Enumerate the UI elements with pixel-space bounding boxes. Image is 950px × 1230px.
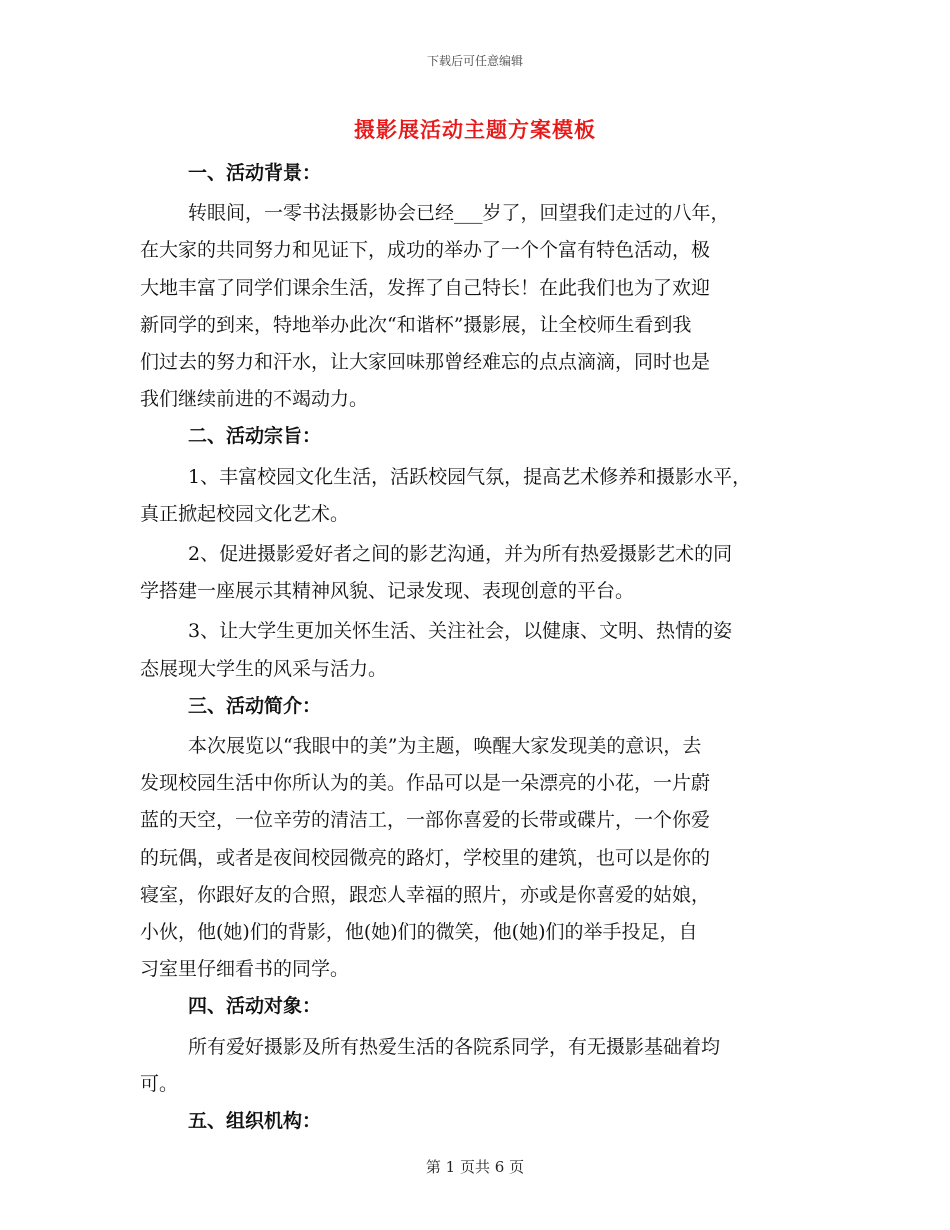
paragraph-line: 我们继续前进的不竭动力。 [140, 388, 369, 411]
paragraph-line: 小伙，他(她)们的背影，他(她)们的微笑，他(她)们的举手投足，自 [140, 921, 698, 944]
paragraph-line: 可。 [140, 1072, 179, 1095]
paragraph-line: 学搭建一座展示其精神风貌、记录发现、表现创意的平台。 [140, 580, 635, 603]
paragraph [140, 725, 820, 988]
section-heading: 四、活动对象： [188, 995, 322, 1018]
paragraph-line: 新同学的到来，特地举办此次“和谐杯”摄影展，让全校师生看到我 [140, 313, 692, 336]
paragraph-line: 3、让大学生更加关怀生活、关注社会，以健康、文明、热情的姿 [188, 620, 733, 643]
paragraph [140, 192, 820, 418]
page-header-note: 下载后可任意编辑 [426, 54, 523, 68]
section-heading: 二、活动宗旨： [188, 425, 322, 448]
document-body [140, 155, 820, 1140]
paragraph [140, 610, 820, 687]
page-footer: 第 1 页共 6 页 [425, 1158, 525, 1176]
paragraph [140, 533, 820, 610]
paragraph-line: 蓝的天空，一位辛劳的清洁工，一部你喜爱的长带或碟片，一个你爱 [140, 809, 711, 832]
paragraph-line: 转眼间，一零书法摄影协会已经___岁了，回望我们走过的八年， [188, 202, 730, 225]
paragraph-line: 发现校园生活中你所认为的美。作品可以是一朵漂亮的小花，一片蔚 [140, 772, 711, 795]
paragraph-line: 1、丰富校园文化生活，活跃校园气氛，提高艺术修养和摄影水平， [188, 465, 752, 488]
paragraph-line: 2、促进摄影爱好者之间的影艺沟通，并为所有热爱摄影艺术的同 [188, 543, 733, 566]
paragraph-line: 们过去的努力和汗水，让大家回味那曾经难忘的点点滴滴，同时也是 [140, 351, 711, 374]
paragraph-line: 习室里仔细看书的同学。 [140, 958, 350, 981]
paragraph-line: 寝室，你跟好友的合照，跟恋人幸福的照片，亦或是你喜爱的姑娘， [140, 883, 711, 906]
section-heading: 一、活动背景： [188, 162, 322, 184]
paragraph-line: 大地丰富了同学们课余生活，发挥了自己特长！在此我们也为了欢迎 [140, 276, 711, 299]
section-heading: 五、组织机构： [188, 1110, 322, 1133]
paragraph-line: 本次展览以“我眼中的美”为主题，唤醒大家发现美的意识，去 [188, 735, 702, 758]
paragraph [140, 1026, 820, 1103]
paragraph-line: 真正掀起校园文化艺术。 [140, 502, 350, 525]
paragraph-line: 的玩偶，或者是夜间校园微亮的路灯，学校里的建筑，也可以是你的 [140, 846, 711, 869]
section-heading: 三、活动简介： [188, 694, 322, 717]
paragraph-line: 所有爱好摄影及所有热爱生活的各院系同学，有无摄影基础着均 [188, 1035, 721, 1058]
paragraph [140, 456, 820, 533]
paragraph-line: 在大家的共同努力和见证下，成功的举办了一个个富有特色活动，极 [140, 239, 711, 262]
paragraph-line: 态展现大学生的风采与活力。 [140, 657, 388, 680]
document-title: 摄影展活动主题方案模板 [354, 117, 596, 142]
